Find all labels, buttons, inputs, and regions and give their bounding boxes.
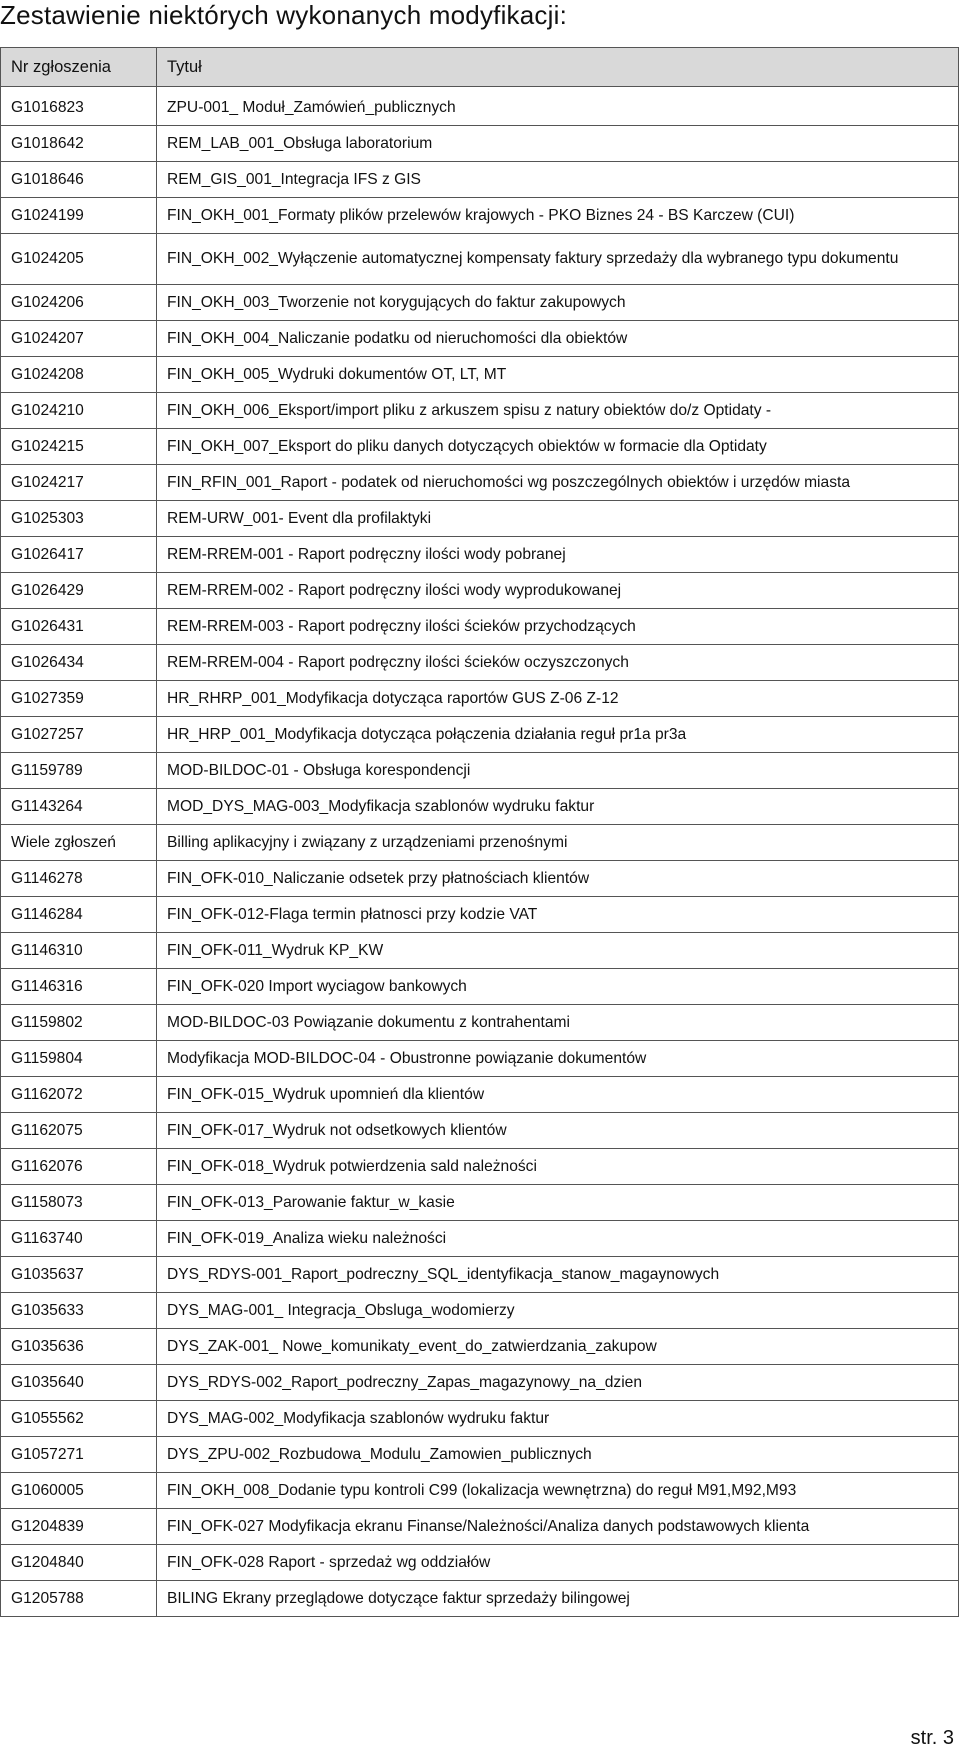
table-row [1,933,959,969]
table-row [1,321,959,357]
page-title: Zestawienie niektórych wykonanych modyfikacji: [0,0,567,30]
request-number-cell: G1024207 [1,321,157,357]
table-row [1,1221,959,1257]
table-row [1,1077,959,1113]
table-row [1,285,959,321]
table-row [1,1509,959,1545]
table-row [1,1473,959,1509]
table-row [1,1329,959,1365]
request-number-cell: G1026434 [1,645,157,681]
title-cell: DYS_MAG-001_ Integracja_Obsluga_wodomierzy [157,1293,959,1329]
modifications-table [0,47,959,1617]
title-cell: REM-RREM-001 - Raport podręczny ilości wody pobranej [157,537,959,573]
title-cell: DYS_ZAK-001_ Nowe_komunikaty_event_do_zatwierdzania_zakupow [157,1329,959,1365]
table-row [1,897,959,933]
page-number: str. 3 [910,1727,954,1749]
table-row [1,198,959,234]
table-row [1,1581,959,1617]
title-cell: FIN_OFK-028 Raport - sprzedaż wg oddziałów [157,1545,959,1581]
request-number-cell: G1024215 [1,429,157,465]
table-header-row [1,48,959,87]
title-cell: FIN_OFK-019_Analiza wieku należności [157,1221,959,1257]
table-row [1,501,959,537]
table-row [1,753,959,789]
table-row [1,1257,959,1293]
title-cell: MOD-BILDOC-01 - Obsługa korespondencji [157,753,959,789]
title-cell: FIN_OKH_006_Eksport/import pliku z arkuszem spisu z natury obiektów do/z Optidaty - [157,393,959,429]
title-cell: MOD_DYS_MAG-003_Modyfikacja szablonów wydruku faktur [157,789,959,825]
table-row [1,717,959,753]
request-number-cell: G1016823 [1,87,157,126]
title-cell: REM-URW_001- Event dla profilaktyki [157,501,959,537]
table-body [1,87,959,1617]
table-row [1,465,959,501]
request-number-cell: G1026417 [1,537,157,573]
request-number-cell: G1035637 [1,1257,157,1293]
table-row [1,573,959,609]
column-header-title: Tytuł [157,48,959,87]
request-number-cell: G1027257 [1,717,157,753]
request-number-cell: G1026431 [1,609,157,645]
title-cell: FIN_OFK-027 Modyfikacja ekranu Finanse/Należności/Analiza danych podstawowych klienta [157,1509,959,1545]
table-row [1,1293,959,1329]
title-cell: MOD-BILDOC-03 Powiązanie dokumentu z kontrahentami [157,1005,959,1041]
table-row [1,162,959,198]
table-row [1,1437,959,1473]
table-row [1,1545,959,1581]
table-row [1,1113,959,1149]
title-cell: DYS_RDYS-002_Raport_podreczny_Zapas_magazynowy_na_dzien [157,1365,959,1401]
request-number-cell: G1035633 [1,1293,157,1329]
request-number-cell: G1057271 [1,1437,157,1473]
title-cell: FIN_OKH_003_Tworzenie not korygujących do faktur zakupowych [157,285,959,321]
request-number-cell: G1060005 [1,1473,157,1509]
request-number-cell: G1146310 [1,933,157,969]
request-number-cell: G1035640 [1,1365,157,1401]
request-number-cell: G1055562 [1,1401,157,1437]
request-number-cell: G1204839 [1,1509,157,1545]
request-number-cell: G1162072 [1,1077,157,1113]
title-cell: DYS_MAG-002_Modyfikacja szablonów wydruku faktur [157,1401,959,1437]
request-number-cell: G1146316 [1,969,157,1005]
title-cell: Modyfikacja MOD-BILDOC-04 - Obustronne powiązanie dokumentów [157,1041,959,1077]
title-cell: FIN_OFK-020 Import wyciagow bankowych [157,969,959,1005]
table-row [1,1365,959,1401]
request-number-cell: G1024210 [1,393,157,429]
request-number-cell: G1205788 [1,1581,157,1617]
title-cell: FIN_OKH_007_Eksport do pliku danych dotyczących obiektów w formacie dla Optidaty [157,429,959,465]
request-number-cell: G1035636 [1,1329,157,1365]
title-cell: REM-RREM-003 - Raport podręczny ilości ścieków przychodzących [157,609,959,645]
title-cell: FIN_OFK-017_Wydruk not odsetkowych klientów [157,1113,959,1149]
table-row [1,234,959,285]
title-cell: DYS_ZPU-002_Rozbudowa_Modulu_Zamowien_publicznych [157,1437,959,1473]
table-row [1,1185,959,1221]
table-row [1,681,959,717]
request-number-cell: G1018646 [1,162,157,198]
request-number-cell: G1162076 [1,1149,157,1185]
table-row [1,969,959,1005]
request-number-cell: G1024217 [1,465,157,501]
title-cell: HR_HRP_001_Modyfikacja dotycząca połączenia działania reguł pr1a pr3a [157,717,959,753]
table-row [1,645,959,681]
request-number-cell: G1159789 [1,753,157,789]
title-cell: REM_GIS_001_Integracja IFS z GIS [157,162,959,198]
title-cell: ZPU-001_ Moduł_Zamówień_publicznych [157,87,959,126]
table-row [1,1149,959,1185]
title-cell: FIN_OKH_002_Wyłączenie automatycznej kompensaty faktury sprzedaży dla wybranego typu dokumentu [157,234,959,285]
title-cell: REM-RREM-004 - Raport podręczny ilości ścieków oczyszczonych [157,645,959,681]
title-cell: FIN_OFK-012-Flaga termin płatnosci przy kodzie VAT [157,897,959,933]
request-number-cell: G1024199 [1,198,157,234]
table-row [1,357,959,393]
table-row [1,429,959,465]
title-cell: FIN_OFK-011_Wydruk KP_KW [157,933,959,969]
title-cell: FIN_OFK-010_Naliczanie odsetek przy płatnościach klientów [157,861,959,897]
table-row [1,1005,959,1041]
title-cell: FIN_OKH_004_Naliczanie podatku od nieruchomości dla obiektów [157,321,959,357]
request-number-cell: G1159804 [1,1041,157,1077]
request-number-cell: G1027359 [1,681,157,717]
title-cell: FIN_OKH_008_Dodanie typu kontroli C99 (lokalizacja wewnętrzna) do reguł M91,M92,M93 [157,1473,959,1509]
column-header-nr: Nr zgłoszenia [1,48,157,87]
request-number-cell: G1204840 [1,1545,157,1581]
request-number-cell: G1159802 [1,1005,157,1041]
title-cell: BILING Ekrany przeglądowe dotyczące faktur sprzedaży bilingowej [157,1581,959,1617]
request-number-cell: Wiele zgłoszeń [1,825,157,861]
title-cell: FIN_OKH_005_Wydruki dokumentów OT, LT, MT [157,357,959,393]
request-number-cell: G1163740 [1,1221,157,1257]
request-number-cell: G1018642 [1,126,157,162]
title-cell: FIN_OKH_001_Formaty plików przelewów krajowych - PKO Biznes 24 - BS Karczew (CUI) [157,198,959,234]
request-number-cell: G1024205 [1,234,157,285]
table-row [1,789,959,825]
title-cell: REM-RREM-002 - Raport podręczny ilości wody wyprodukowanej [157,573,959,609]
request-number-cell: G1146284 [1,897,157,933]
title-cell: REM_LAB_001_Obsługa laboratorium [157,126,959,162]
table-row [1,126,959,162]
request-number-cell: G1024206 [1,285,157,321]
request-number-cell: G1026429 [1,573,157,609]
request-number-cell: G1158073 [1,1185,157,1221]
request-number-cell: G1146278 [1,861,157,897]
request-number-cell: G1143264 [1,789,157,825]
title-cell: DYS_RDYS-001_Raport_podreczny_SQL_identyfikacja_stanow_magaynowych [157,1257,959,1293]
table-row [1,609,959,645]
title-cell: FIN_OFK-018_Wydruk potwierdzenia sald należności [157,1149,959,1185]
request-number-cell: G1162075 [1,1113,157,1149]
title-cell: FIN_OFK-015_Wydruk upomnień dla klientów [157,1077,959,1113]
table-row [1,87,959,126]
table-row [1,825,959,861]
title-cell: FIN_RFIN_001_Raport - podatek od nieruchomości wg poszczególnych obiektów i urzędów miasta [157,465,959,501]
title-cell: FIN_OFK-013_Parowanie faktur_w_kasie [157,1185,959,1221]
table-row [1,537,959,573]
request-number-cell: G1025303 [1,501,157,537]
table-row [1,1401,959,1437]
title-cell: Billing aplikacyjny i związany z urządzeniami przenośnymi [157,825,959,861]
title-cell: HR_RHRP_001_Modyfikacja dotycząca raportów GUS Z-06 Z-12 [157,681,959,717]
table-row [1,393,959,429]
table-row [1,861,959,897]
request-number-cell: G1024208 [1,357,157,393]
table-row [1,1041,959,1077]
